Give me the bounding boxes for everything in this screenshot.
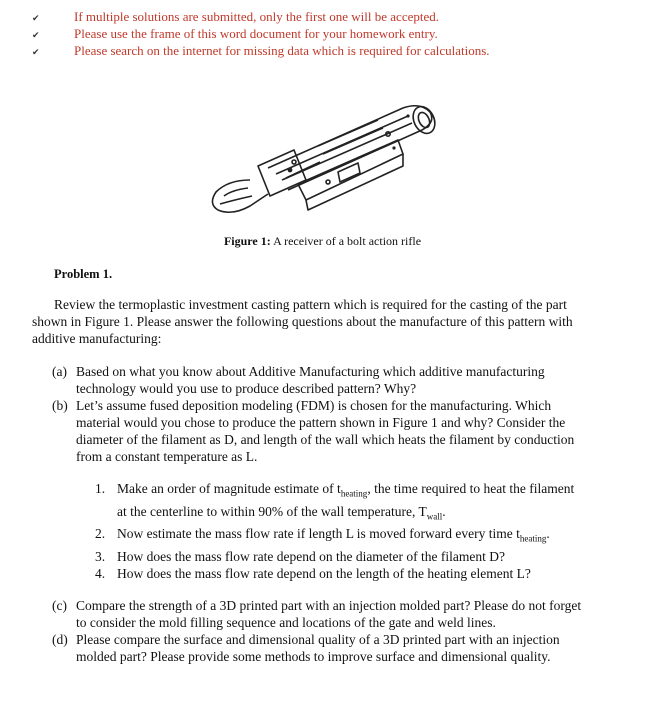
figure-label: Figure 1:	[223, 234, 271, 248]
figure-caption-text: A receiver of a bolt action rifle	[273, 234, 422, 248]
question-item: (a) Based on what you know about Additive Manufacturing which additive manufacturing technology would you use to produce described pattern? Why?	[52, 364, 545, 396]
problem-title: Problem 1.	[54, 267, 113, 281]
checkmark-icon: ✔	[32, 47, 40, 57]
instruction-item: ✔ If multiple solutions are submitted, only the first one will be accepted.	[32, 9, 439, 24]
question-list-cd	[52, 597, 592, 665]
checkmark-icon: ✔	[32, 30, 40, 40]
subquestion-list	[95, 480, 575, 582]
question-list-ab	[52, 363, 592, 465]
rifle-receiver-figure	[198, 88, 448, 228]
instruction-item: ✔ Please use the frame of this word document for your homework entry.	[32, 26, 438, 41]
checkmark-icon: ✔	[32, 13, 40, 23]
instruction-list	[32, 9, 632, 60]
subquestion-item: 2. Now estimate the mass flow rate if length L is moved forward every time $t_{heating}$.	[95, 526, 550, 545]
figure-caption	[0, 234, 645, 249]
question-item: (b) Let’s assume fused deposition modeling (FDM) is chosen for the manufacturing. Which material would you chose to produce the pattern shown in Figure 1 and why? Consider the diameter of the filament as D, and length of the wall which heats the filament by conduction from a constant temperature as L.	[52, 398, 575, 464]
subquestion-item: 4. How does the mass flow rate depend on the length of the heating element L?	[95, 566, 531, 582]
subquestion-item: 1. Make an order of magnitude estimate of $t_{heating}$, the time required to heat the filament at the centerline to within 90% of the wall temperature, $T_{wall}$.	[95, 481, 575, 522]
question-item: (d) Please compare the surface and dimensional quality of a 3D printed part with an injection molded part? Please provide some methods to improve surface and dimensional quality.	[52, 632, 560, 664]
problem-intro: Review the termoplastic investment casting pattern which is required for the casting of the part shown in Figure 1. Please answer the following questions about the manufacture of this pattern with additive manufacturing:	[32, 297, 573, 346]
subquestion-item: 3. How does the mass flow rate depend on the diameter of the filament D?	[95, 549, 505, 565]
instruction-item: ✔ Please search on the internet for missing data which is required for calculations.	[32, 43, 490, 58]
question-item: (c) Compare the strength of a 3D printed part with an injection molded part? Please do not forget to consider the mold filling sequence and locations of the gate and weld lines.	[52, 598, 582, 630]
